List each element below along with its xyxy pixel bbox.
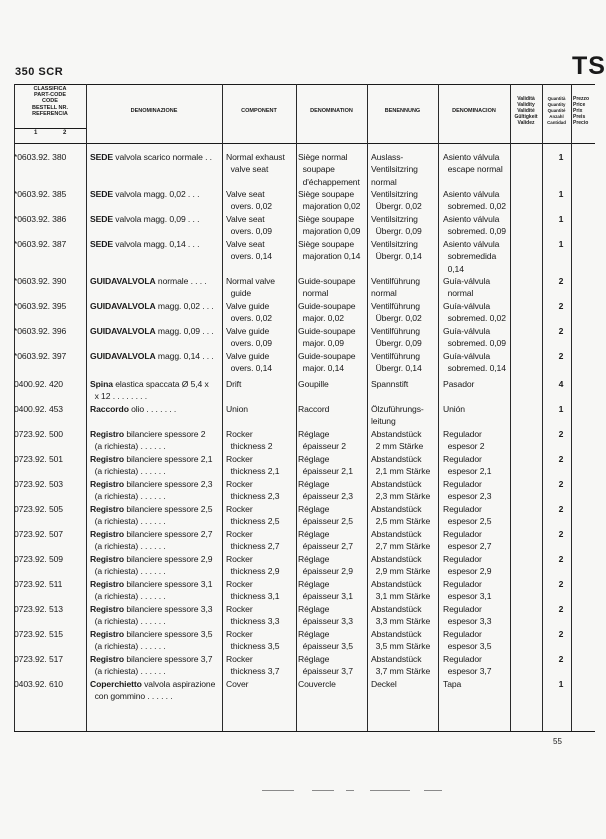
italian-description: SEDE valvola magg. 0,14 . . . [90, 239, 200, 249]
german-description: Abstandstück 3,7 mm Stärke [371, 654, 431, 677]
german-description: Abstandstück 2 mm Stärke [371, 429, 424, 452]
german-description: Abstandstück 2,9 mm Stärke [371, 554, 431, 577]
english-description: Rocker thickness 2,5 [226, 504, 280, 527]
part-code: 0723.92. 515 [14, 629, 63, 639]
english-description: Union [226, 404, 248, 414]
italian-keyword: Raccordo [90, 404, 129, 414]
german-description: Abstandstück 2,1 mm Stärke [371, 454, 431, 477]
part-code: *0603.92. 387 [14, 239, 67, 249]
german-description: Abstandstück 3,3 mm Stärke [371, 604, 431, 627]
italian-keyword: Registro [90, 529, 125, 539]
italian-keyword: Registro [90, 479, 125, 489]
english-description: Valve guide overs. 0,02 [226, 301, 272, 324]
italian-description: GUIDAVALVOLA normale . . . . [90, 276, 207, 286]
header-validity: Validità Validity Validité Gültigkeit Validez [514, 96, 538, 126]
french-description: Siège normal soupape d'échappement [298, 152, 360, 187]
italian-description: Registro bilanciere spessore 2,1 (a richiesta) . . . . . . [90, 454, 213, 477]
header-price: Prezzo Price Prix Preis Precio [573, 96, 590, 126]
french-description: Siège soupape majoration 0,02 [298, 189, 361, 212]
english-description: Valve guide overs. 0,09 [226, 326, 272, 349]
italian-description: Registro bilanciere spessore 2,5 (a richiesta) . . . . . . [90, 504, 213, 527]
italian-keyword: GUIDAVALVOLA [90, 351, 156, 361]
german-description: Abstandstück 2,3 mm Stärke [371, 479, 431, 502]
english-description: Valve seat overs. 0,02 [226, 189, 272, 212]
english-description: Rocker thickness 2,9 [226, 554, 280, 577]
italian-description: Registro bilanciere spessore 3,5 (a richiesta) . . . . . . [90, 629, 213, 652]
header-german: BENENNUNG [384, 108, 421, 114]
english-description: Normal valve guide [226, 276, 275, 299]
header-italian: DENOMINAZIONE [130, 108, 178, 114]
header-col-1: 1 [34, 130, 38, 136]
brand-fragment: TS [572, 52, 606, 80]
english-description: Rocker thickness 3,3 [226, 604, 280, 627]
spanish-description: Regulador espesor 2,5 [443, 504, 492, 527]
german-description: Ventilsitzring Übergr. 0,14 [371, 239, 422, 262]
french-description: Guide-soupape major. 0,14 [298, 351, 356, 374]
quantity: 2 [558, 276, 564, 286]
spanish-description: Regulador espesor 3,7 [443, 654, 492, 677]
quantity: 2 [558, 301, 564, 311]
italian-description: SEDE valvola scarico normale . . [90, 152, 212, 162]
italian-keyword: SEDE [90, 239, 114, 249]
spanish-description: Guía-válvula normal [443, 276, 491, 299]
french-description: Couvercle [298, 679, 336, 689]
french-description: Guide-soupape normal [298, 276, 356, 299]
quantity: 2 [558, 351, 564, 361]
italian-description: GUIDAVALVOLA magg. 0,14 . . . [90, 351, 214, 361]
french-description: Réglage épaisseur 3,3 [298, 604, 353, 627]
italian-keyword: SEDE [90, 152, 114, 162]
german-description: Ventilführung Übergr. 0,09 [371, 326, 422, 349]
part-code: *0603.92. 397 [14, 351, 67, 361]
italian-keyword: SEDE [90, 214, 114, 224]
quantity: 2 [558, 654, 564, 664]
german-description: Ventilsitzring Übergr. 0,09 [371, 214, 422, 237]
column-divider [222, 84, 223, 731]
quantity: 2 [558, 604, 564, 614]
german-description: Abstandstück 2,7 mm Stärke [371, 529, 431, 552]
part-code: *0603.92. 395 [14, 301, 67, 311]
german-description: Deckel [371, 679, 397, 689]
italian-description: GUIDAVALVOLA magg. 0,09 . . . [90, 326, 214, 336]
french-description: Réglage épaisseur 3,5 [298, 629, 353, 652]
english-description: Rocker thickness 3,1 [226, 579, 280, 602]
spanish-description: Guía-válvula sobremed. 0,14 [443, 351, 506, 374]
italian-description: Registro bilanciere spessore 2 (a richiesta) . . . . . . [90, 429, 206, 452]
column-divider [438, 84, 439, 731]
english-description: Rocker thickness 2,1 [226, 454, 280, 477]
spanish-description: Tapa [443, 679, 462, 689]
italian-keyword: Registro [90, 454, 125, 464]
spanish-description: Asiento válvula sobremed. 0,09 [443, 214, 506, 237]
french-description: Réglage épaisseur 2 [298, 429, 346, 452]
spanish-description: Regulador espesor 2 [443, 429, 485, 452]
spanish-description: Regulador espesor 2,9 [443, 554, 492, 577]
italian-keyword: Registro [90, 629, 125, 639]
quantity: 2 [558, 479, 564, 489]
german-description: Ölzuführungs- leitung [371, 404, 424, 427]
french-description: Raccord [298, 404, 330, 414]
column-divider [86, 84, 87, 731]
italian-description: Registro bilanciere spessore 3,3 (a richiesta) . . . . . . [90, 604, 213, 627]
header-english: COMPONENT [241, 108, 277, 114]
german-description: Spannstift [371, 379, 409, 389]
spanish-description: Regulador espesor 2,7 [443, 529, 492, 552]
scan-mark [424, 790, 442, 791]
header-quantity: Quantità Quantity Quantité Anzahl Cantidad [547, 96, 566, 125]
german-description: Abstandstück 3,5 mm Stärke [371, 629, 431, 652]
model-title: 350 SCR [15, 66, 64, 78]
header-code-subrule [14, 128, 86, 129]
italian-keyword: GUIDAVALVOLA [90, 326, 156, 336]
quantity: 1 [558, 404, 564, 414]
french-description: Réglage épaisseur 3,7 [298, 654, 353, 677]
english-description: Rocker thickness 3,5 [226, 629, 280, 652]
italian-keyword: SEDE [90, 189, 114, 199]
spanish-description: Guía-válvula sobremed. 0,02 [443, 301, 506, 324]
column-divider [542, 84, 543, 731]
page-number: 55 [553, 737, 562, 746]
spanish-description: Regulador espesor 3,5 [443, 629, 492, 652]
quantity: 1 [558, 189, 564, 199]
italian-keyword: Registro [90, 554, 125, 564]
quantity: 1 [558, 239, 564, 249]
italian-description: Registro bilanciere spessore 2,3 (a richiesta) . . . . . . [90, 479, 213, 502]
italian-keyword: Coperchietto [90, 679, 142, 689]
english-description: Rocker thickness 2,7 [226, 529, 280, 552]
italian-description: SEDE valvola magg. 0,02 . . . [90, 189, 200, 199]
english-description: Drift [226, 379, 242, 389]
spanish-description: Guía-válvula sobremed. 0,09 [443, 326, 506, 349]
scan-mark [312, 790, 334, 791]
scan-mark [346, 790, 354, 791]
table-header-rule [14, 143, 595, 144]
quantity: 2 [558, 326, 564, 336]
italian-keyword: Registro [90, 654, 125, 664]
part-code: 0400.92. 453 [14, 404, 63, 414]
italian-description: SEDE valvola magg. 0,09 . . . [90, 214, 200, 224]
quantity: 2 [558, 554, 564, 564]
header-french: DENOMINATION [310, 108, 353, 114]
quantity: 4 [558, 379, 564, 389]
italian-description: Registro bilanciere spessore 2,7 (a richiesta) . . . . . . [90, 529, 213, 552]
quantity: 2 [558, 429, 564, 439]
part-code: 0723.92. 505 [14, 504, 63, 514]
english-description: Valve seat overs. 0,14 [226, 239, 272, 262]
header-code: CLASSIFICA PART-CODE CODE BESTELL NR. REFERENCIA [32, 86, 68, 117]
table-top-rule [14, 84, 595, 85]
german-description: Ventilführung Übergr. 0,02 [371, 301, 422, 324]
spanish-description: Pasador [443, 379, 475, 389]
italian-keyword: Spina [90, 379, 113, 389]
french-description: Goupille [298, 379, 329, 389]
header-spanish: DENOMINACION [452, 108, 496, 114]
english-description: Rocker thickness 3,7 [226, 654, 280, 677]
italian-keyword: Registro [90, 504, 125, 514]
table-bottom-rule [14, 731, 595, 732]
quantity: 1 [558, 679, 564, 689]
part-code: 0723.92. 511 [14, 579, 63, 589]
french-description: Siège soupape majoration 0,09 [298, 214, 361, 237]
german-description: Ventilführung Übergr. 0,14 [371, 351, 422, 374]
italian-keyword: Registro [90, 429, 125, 439]
english-description: Valve guide overs. 0,14 [226, 351, 272, 374]
part-code: 0723.92. 507 [14, 529, 63, 539]
italian-keyword: GUIDAVALVOLA [90, 301, 156, 311]
german-description: Abstandstück 3,1 mm Stärke [371, 579, 431, 602]
french-description: Siège soupape majoration 0,14 [298, 239, 361, 262]
quantity: 2 [558, 529, 564, 539]
french-description: Réglage épaisseur 2,3 [298, 479, 353, 502]
spanish-description: Asiento válvula escape normal [443, 152, 503, 175]
part-code: 0403.92. 610 [14, 679, 63, 689]
italian-description: GUIDAVALVOLA magg. 0,02 . . . [90, 301, 214, 311]
part-code: 0723.92. 517 [14, 654, 63, 664]
column-divider [571, 84, 572, 731]
french-description: Réglage épaisseur 2,9 [298, 554, 353, 577]
quantity: 2 [558, 504, 564, 514]
french-description: Guide-soupape major. 0,09 [298, 326, 356, 349]
french-description: Réglage épaisseur 2,5 [298, 504, 353, 527]
italian-description: Spina elastica spaccata Ø 5,4 x x 12 . . . . . . . . [90, 379, 209, 402]
german-description: Auslass- Ventilsitzring normal [371, 152, 418, 187]
part-code: 0723.92. 513 [14, 604, 63, 614]
german-description: Ventilführung normal [371, 276, 420, 299]
italian-description: Registro bilanciere spessore 3,1 (a richiesta) . . . . . . [90, 579, 213, 602]
spanish-description: Asiento válvula sobremedida 0,14 [443, 239, 500, 274]
italian-description: Registro bilanciere spessore 2,9 (a richiesta) . . . . . . [90, 554, 213, 577]
spanish-description: Regulador espesor 3,3 [443, 604, 492, 627]
italian-description: Raccordo olio . . . . . . . [90, 404, 177, 414]
italian-keyword: GUIDAVALVOLA [90, 276, 156, 286]
spanish-description: Regulador espesor 2,3 [443, 479, 492, 502]
scan-mark [370, 790, 410, 791]
part-code: *0603.92. 396 [14, 326, 67, 336]
german-description: Abstandstück 2,5 mm Stärke [371, 504, 431, 527]
part-code: *0603.92. 380 [14, 152, 67, 162]
part-code: 0400.92. 420 [14, 379, 63, 389]
quantity: 2 [558, 579, 564, 589]
spanish-description: Regulador espesor 2,1 [443, 454, 492, 477]
quantity: 1 [558, 152, 564, 162]
french-description: Réglage épaisseur 2,7 [298, 529, 353, 552]
english-description: Cover [226, 679, 249, 689]
spanish-description: Regulador espesor 3,1 [443, 579, 492, 602]
scan-mark [262, 790, 294, 791]
english-description: Normal exhaust valve seat [226, 152, 285, 175]
english-description: Rocker thickness 2,3 [226, 479, 280, 502]
part-code: *0603.92. 390 [14, 276, 67, 286]
italian-keyword: Registro [90, 604, 125, 614]
english-description: Rocker thickness 2 [226, 429, 273, 452]
french-description: Réglage épaisseur 3,1 [298, 579, 353, 602]
french-description: Réglage épaisseur 2,1 [298, 454, 353, 477]
part-code: 0723.92. 503 [14, 479, 63, 489]
spanish-description: Unión [443, 404, 465, 414]
quantity: 2 [558, 629, 564, 639]
italian-description: Coperchietto valvola aspirazione con gommino . . . . . . [90, 679, 216, 702]
italian-description: Registro bilanciere spessore 3,7 (a richiesta) . . . . . . [90, 654, 213, 677]
part-code: 0723.92. 501 [14, 454, 63, 464]
column-divider [296, 84, 297, 731]
part-code: 0723.92. 500 [14, 429, 63, 439]
german-description: Ventilsitzring Übergr. 0,02 [371, 189, 422, 212]
french-description: Guide-soupape major. 0,02 [298, 301, 356, 324]
quantity: 1 [558, 214, 564, 224]
part-code: *0603.92. 386 [14, 214, 67, 224]
italian-keyword: Registro [90, 579, 125, 589]
part-code: 0723.92. 509 [14, 554, 63, 564]
spanish-description: Asiento válvula sobremed. 0,02 [443, 189, 506, 212]
quantity: 2 [558, 454, 564, 464]
english-description: Valve seat overs. 0,09 [226, 214, 272, 237]
part-code: *0603.92. 385 [14, 189, 67, 199]
header-col-2: 2 [63, 130, 67, 136]
column-divider [367, 84, 368, 731]
